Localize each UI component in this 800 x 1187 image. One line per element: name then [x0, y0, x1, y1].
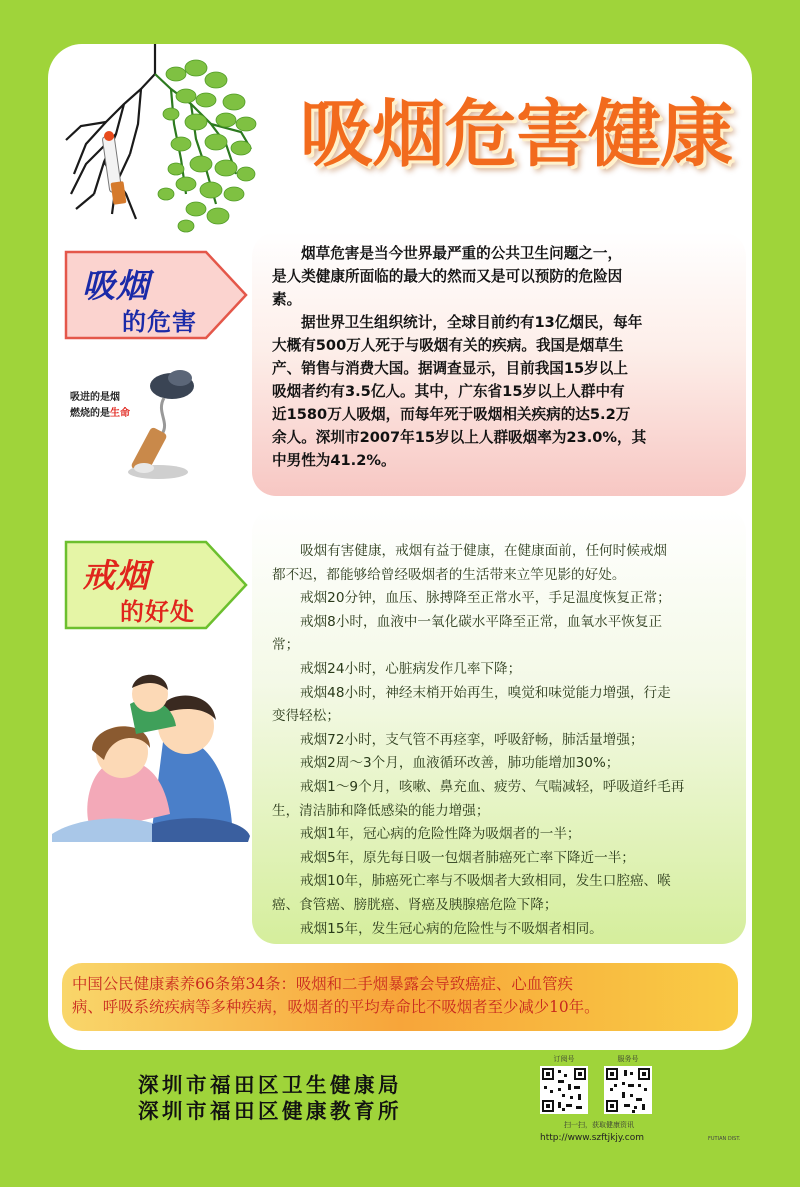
qr-code-icon[interactable] [604, 1066, 652, 1114]
cigarette-smoke-icon [118, 368, 208, 484]
harms-text-line: 近1580万人吸烟，而每年死于吸烟相关疾病的达5.2万 [272, 406, 631, 423]
benefits-text-line: 戒烟10年，肺癌死亡率与不吸烟者大致相同，发生口腔癌、喉 [300, 873, 671, 890]
harms-text-line: 大概有500万人死于与吸烟有关的疾病。我国是烟草生 [272, 337, 624, 354]
qr-label-subscription: 订阅号 [553, 1055, 575, 1063]
harms-text-line: 烟草危害是当今世界最严重的公共卫生问题之一， [301, 245, 623, 262]
benefits-text-line: 戒烟15年，发生冠心病的危险性与不吸烟者相同。 [300, 920, 603, 937]
benefits-text-line: 戒烟48小时，神经末梢开始再生，嗅觉和味觉能力增强，行走 [300, 684, 671, 701]
benefits-text-line: 变得轻松； [272, 708, 340, 725]
benefits-text-line: 戒烟2周～3个月，血液循环改善，肺功能增加30%； [300, 755, 620, 772]
family-illustration [52, 664, 252, 844]
org-name-2: 深圳市福田区健康教育所 [138, 1099, 402, 1123]
harms-text-line: 据世界卫生组织统计，全球目前约有13亿烟民，每年 [301, 314, 643, 331]
benefits-text-line: 癌、食管癌、膀胱癌、肾癌及胰腺癌危险下降； [272, 897, 558, 913]
harms-text-line: 中男性为41.2%。 [272, 452, 396, 469]
qr-scan-caption: 扫一扫，获取健康资讯 [564, 1121, 634, 1129]
harms-text-line: 素。 [272, 291, 302, 308]
harms-tag-subtitle: 的危害 [122, 308, 197, 336]
benefits-text-line: 生，清洁肺和降低感染的能力增强； [272, 802, 490, 819]
benefits-text-line: 戒烟1～9个月，咳嗽、鼻充血、疲劳、气喘减轻，呼吸道纤毛再 [300, 779, 685, 795]
benefits-text-line: 戒烟1年，冠心病的危险性降为吸烟者的一半； [300, 826, 581, 843]
benefits-text-line: 戒烟24小时，心脏病发作几率下降； [300, 661, 522, 677]
harms-tag-title: 吸烟 [82, 266, 150, 305]
lungs-illustration [46, 44, 266, 236]
page-title: 吸烟危害健康 [300, 92, 732, 177]
org-name-1: 深圳市福田区卫生健康局 [138, 1073, 402, 1097]
harms-text-line: 吸烟者约有3.5亿人。其中，广东省15岁以上人群中有 [272, 383, 625, 400]
benefits-text-line: 都不迟，都能够给曾经吸烟者的生活带来立竿见影的好处。 [272, 566, 626, 583]
banner-line-2: 病、呼吸系统疾病等多种疾病，吸烟者的平均寿命比不吸烟者至少减少10年。 [72, 998, 600, 1016]
website-link[interactable]: http://www.szftjkjy.com [540, 1133, 644, 1143]
benefits-text-line: 戒烟72小时，支气管不再痉挛，呼吸舒畅，肺活量增强； [300, 731, 644, 748]
harms-text-line: 是人类健康所面临的最大的然而又是可以预防的危险因 [272, 268, 623, 285]
benefits-text-line: 戒烟5年，原先每日吸一包烟者肺癌死亡率下降近一半； [300, 849, 635, 866]
qr-label-service: 服务号 [617, 1055, 639, 1063]
qr-code-icon[interactable] [540, 1066, 588, 1114]
harms-text-line: 余人。深圳市2007年15岁以上人群吸烟率为23.0%，其 [272, 429, 647, 446]
benefits-text-line: 戒烟8小时，血液中一氧化碳水平降至正常，血氧水平恢复正 [300, 613, 663, 630]
benefits-text-line: 戒烟20分钟，血压、脉搏降至正常水平，手足温度恢复正常； [300, 590, 671, 607]
benefits-tag-title: 戒烟 [82, 556, 150, 595]
harms-text-line: 产、销售与消费大国。据调查显示，目前我国15岁以上 [272, 360, 628, 377]
harms-section-tag [64, 250, 250, 340]
fine-print: FUTIAN DIST. [708, 1136, 741, 1142]
benefits-section-tag [64, 540, 250, 630]
benefits-text-line: 常； [272, 637, 300, 654]
caption-line-2: 燃烧的是生命 [70, 408, 130, 419]
benefits-tag-subtitle: 的好处 [120, 598, 195, 626]
caption-line-1: 吸进的是烟 [70, 392, 120, 403]
banner-line-1: 中国公民健康素养66条第34条：吸烟和二手烟暴露会导致癌症、心血管疾 [72, 975, 573, 993]
benefits-text-line: 吸烟有害健康，戒烟有益于健康，在健康面前，任何时候戒烟 [300, 543, 668, 559]
